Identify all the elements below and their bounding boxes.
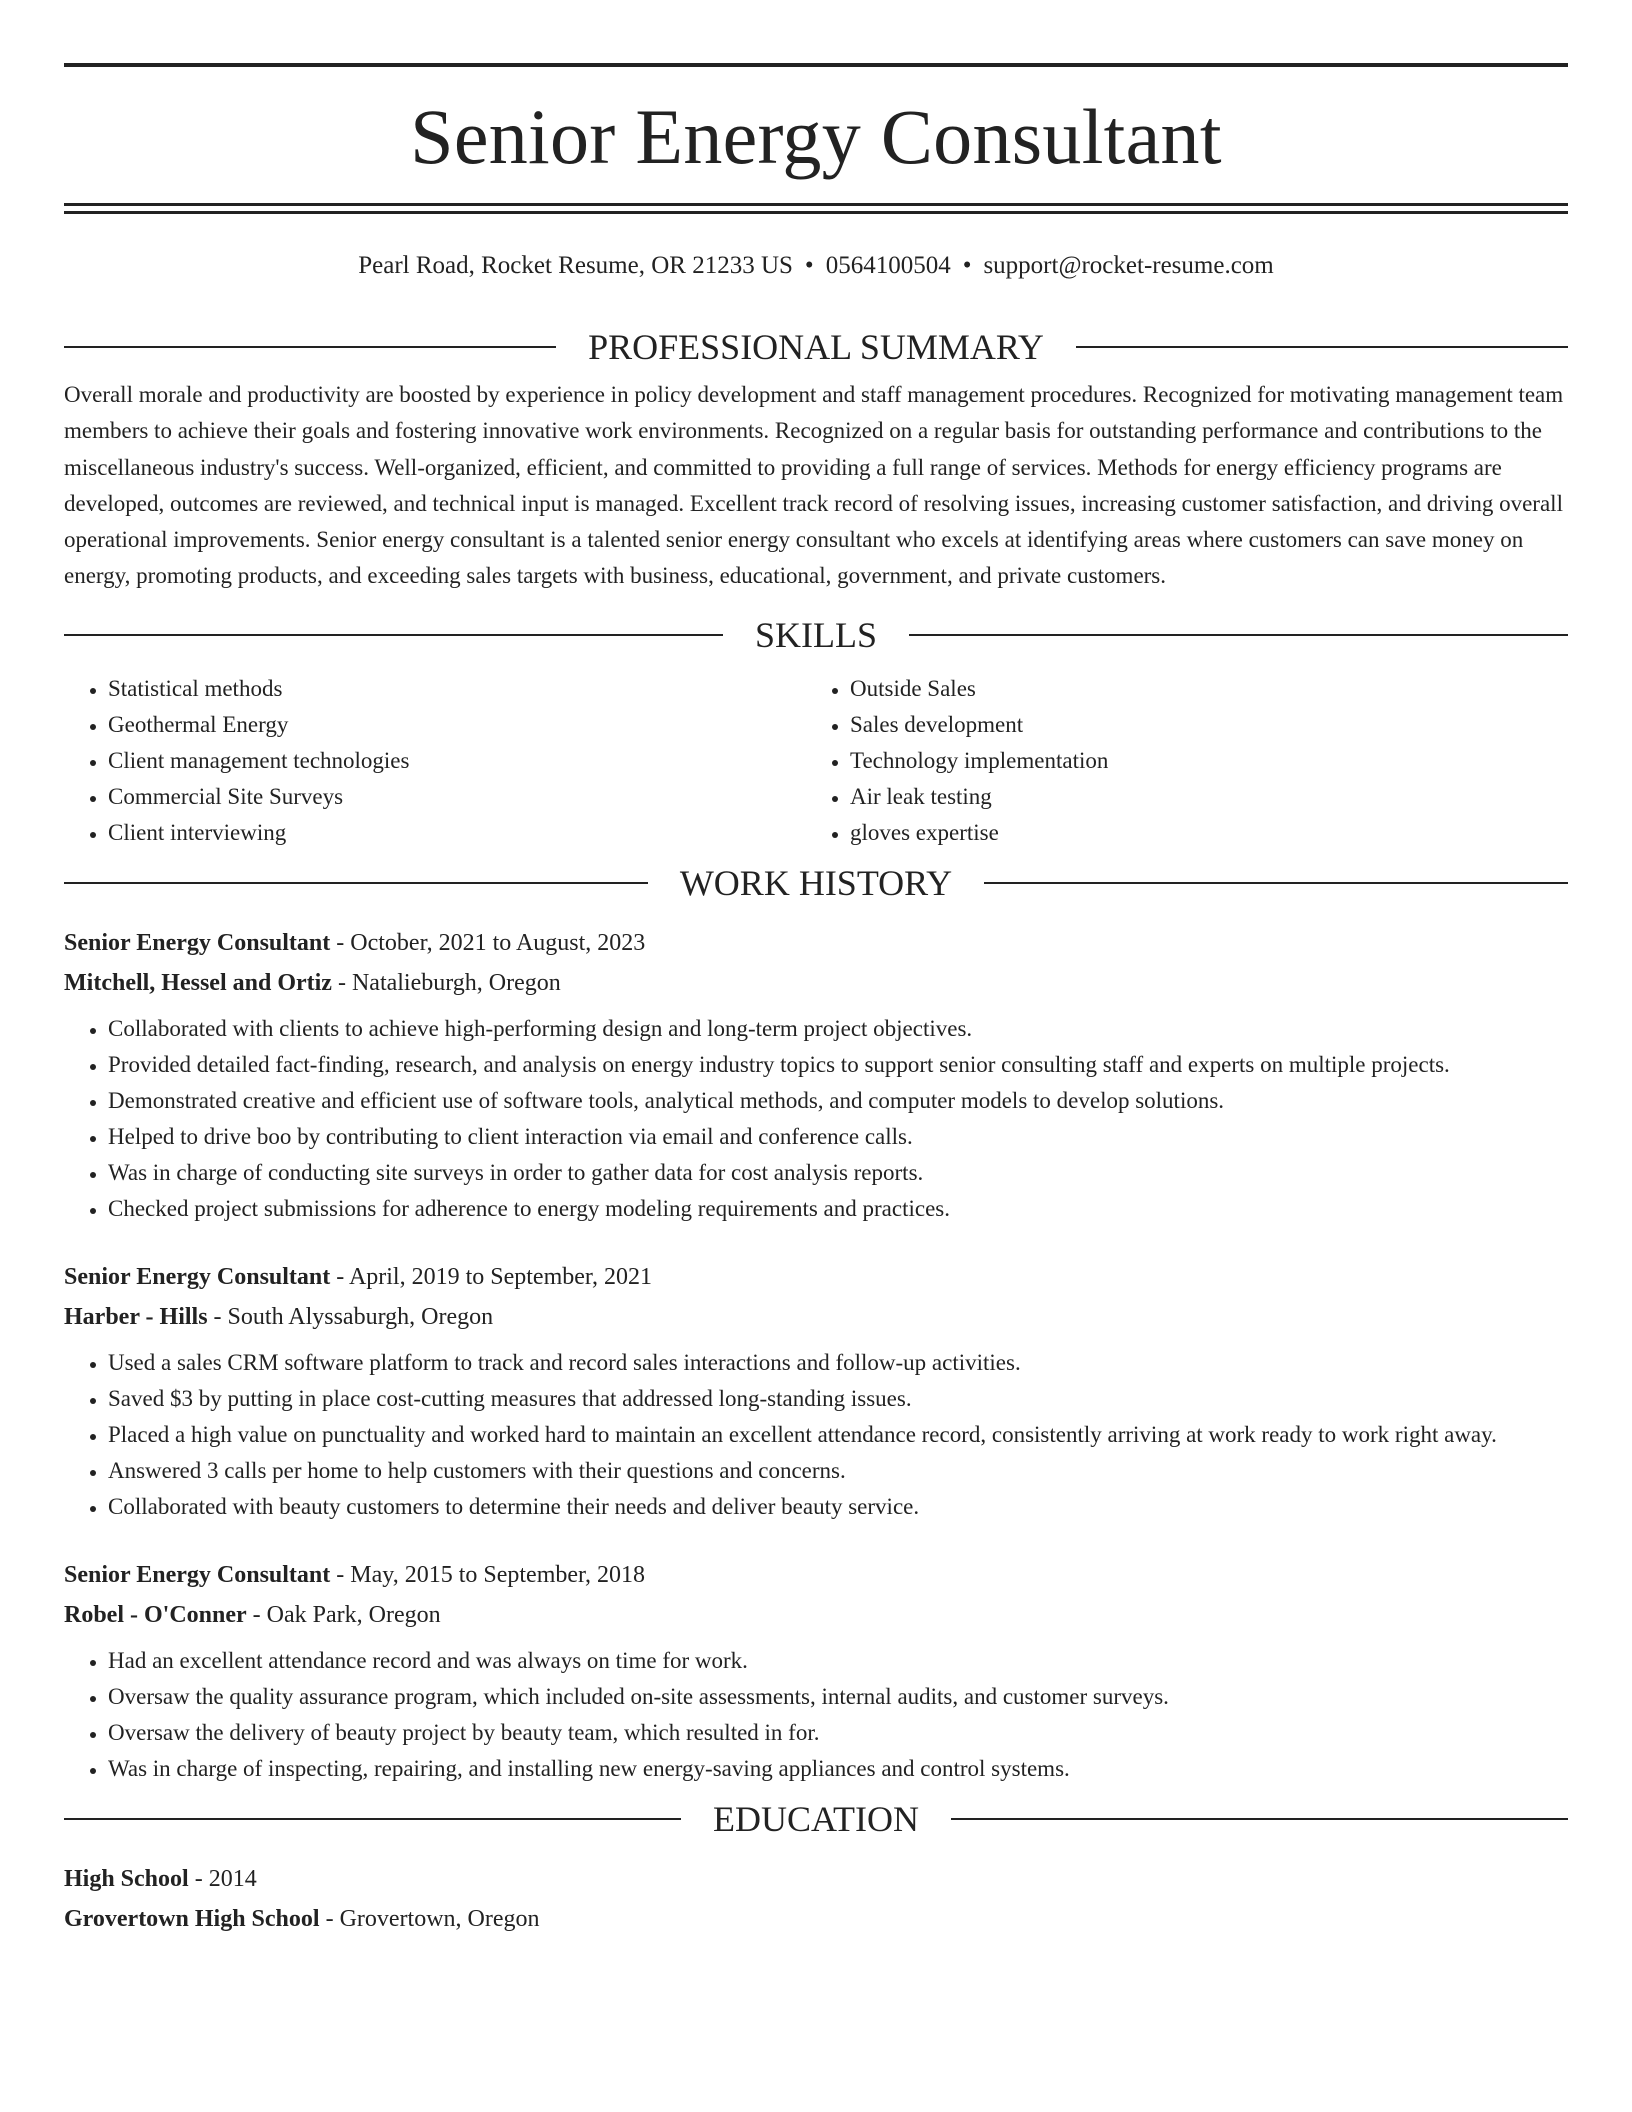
skills-list	[64, 671, 1568, 851]
job-dates: April, 2019 to September, 2021	[348, 1263, 652, 1290]
heading-rule-right	[951, 1818, 1568, 1820]
skill-item: • Outside Sales	[850, 671, 1548, 707]
job-bullet: • Provided detailed fact-finding, research, and analysis on energy industry topics to support senior consulting staff and experts on multiple projects.	[108, 1047, 1568, 1083]
job-bullet: • Collaborated with beauty customers to determine their needs and deliver beauty service.	[108, 1489, 1568, 1525]
work-heading: WORK HISTORY	[679, 862, 953, 903]
job-bullet: • Was in charge of inspecting, repairing, and installing new energy-saving appliances and control systems.	[108, 1751, 1568, 1787]
summary-section-heading	[64, 327, 1568, 367]
skills-column-left	[64, 671, 806, 851]
work-section-heading	[64, 863, 1568, 903]
job-entry	[64, 1555, 1568, 1787]
job-bullet: • Answered 3 calls per home to help customers with their questions and concerns.	[108, 1453, 1568, 1489]
education-location: Grovertown, Oregon	[339, 1905, 540, 1932]
job-bullet: • Had an excellent attendance record and was always on time for work.	[108, 1643, 1568, 1679]
education-school-line: Grovertown High School - Grovertown, Oregon	[64, 1905, 540, 1932]
skill-item: • Client interviewing	[108, 815, 806, 851]
heading-rule-left	[64, 882, 648, 884]
contact-address: Pearl Road, Rocket Resume, OR 21233 US	[358, 252, 793, 279]
job-company: Robel - O'Conner	[64, 1601, 247, 1628]
skill-item: • Sales development	[850, 707, 1548, 743]
job-bullet: • Checked project submissions for adherence to energy modeling requirements and practices.	[108, 1191, 1568, 1227]
job-title-line: Senior Energy Consultant - May, 2015 to September, 2018	[64, 1561, 646, 1588]
job-location: Oak Park, Oregon	[266, 1601, 441, 1628]
education-section-heading	[64, 1799, 1568, 1839]
education-heading: EDUCATION	[713, 1798, 919, 1839]
job-bullet: • Helped to drive boo by contributing to client interaction via email and conference calls.	[108, 1119, 1568, 1155]
job-bullet: • Collaborated with clients to achieve high-performing design and long-term project objectives.	[108, 1011, 1568, 1047]
contact-line	[64, 251, 1568, 281]
education-degree: High School	[64, 1865, 189, 1892]
job-bullet: • Oversaw the quality assurance program, which included on-site assessments, internal audits, and customer surveys.	[108, 1679, 1568, 1715]
skills-column-right	[806, 671, 1548, 851]
job-company-line: Harber - Hills - South Alyssaburgh, Oregon	[64, 1303, 494, 1330]
skill-item: • Statistical methods	[108, 671, 806, 707]
job-title-line: Senior Energy Consultant - April, 2019 to September, 2021	[64, 1263, 652, 1290]
education-year: 2014	[208, 1865, 257, 1892]
job-bullet: • Placed a high value on punctuality and worked hard to maintain an excellent attendance record, consistently arriving at work ready to work right away.	[108, 1417, 1568, 1453]
job-entry	[64, 923, 1568, 1227]
job-title: Senior Energy Consultant	[64, 1561, 331, 1588]
skill-item: • Geothermal Energy	[108, 707, 806, 743]
heading-rule-right	[1076, 346, 1568, 348]
job-bullet: • Demonstrated creative and efficient use of software tools, analytical methods, and computer models to develop solutions.	[108, 1083, 1568, 1119]
job-bullet: • Oversaw the delivery of beauty project by beauty team, which resulted in for.	[108, 1715, 1568, 1751]
job-company: Harber - Hills	[64, 1303, 208, 1330]
job-dates: May, 2015 to September, 2018	[350, 1561, 646, 1588]
job-dates: October, 2021 to August, 2023	[350, 929, 646, 956]
resume-page	[64, 0, 1568, 1939]
resume-title: Senior Energy Consultant	[410, 93, 1222, 180]
job-bullets	[64, 1643, 1568, 1787]
heading-rule-right	[909, 634, 1568, 636]
title-double-rule	[64, 203, 1568, 213]
top-rule	[64, 63, 1568, 67]
job-entry	[64, 1257, 1568, 1525]
job-title: Senior Energy Consultant	[64, 1263, 331, 1290]
job-company-line: Mitchell, Hessel and Ortiz - Natalieburgh, Oregon	[64, 969, 561, 996]
job-location: South Alyssaburgh, Oregon	[227, 1303, 494, 1330]
heading-rule-left	[64, 346, 556, 348]
heading-rule-left	[64, 1818, 681, 1820]
job-bullets	[64, 1011, 1568, 1227]
job-bullet: • Saved $3 by putting in place cost-cutting measures that addressed long-standing issues.	[108, 1381, 1568, 1417]
contact-phone: 0564100504	[825, 252, 951, 279]
contact-separator: •	[962, 252, 972, 279]
skills-section-heading	[64, 615, 1568, 655]
contact-separator: •	[804, 252, 814, 279]
skill-item: • Air leak testing	[850, 779, 1548, 815]
education-school: Grovertown High School	[64, 1905, 320, 1932]
job-title-line: Senior Energy Consultant - October, 2021 to August, 2023	[64, 929, 646, 956]
job-location: Natalieburgh, Oregon	[351, 969, 561, 996]
skills-heading: SKILLS	[755, 614, 878, 655]
skill-item: • Technology implementation	[850, 743, 1548, 779]
job-company: Mitchell, Hessel and Ortiz	[64, 969, 332, 996]
skill-item: • gloves expertise	[850, 815, 1548, 851]
skill-item: • Commercial Site Surveys	[108, 779, 806, 815]
skill-item: • Client management technologies	[108, 743, 806, 779]
heading-rule-left	[64, 634, 723, 636]
heading-rule-right	[984, 882, 1568, 884]
education-degree-line: High School - 2014	[64, 1865, 257, 1892]
job-company-line: Robel - O'Conner - Oak Park, Oregon	[64, 1601, 441, 1628]
job-title: Senior Energy Consultant	[64, 929, 331, 956]
summary-text: Overall morale and productivity are boosted by experience in policy development and staff management procedures. Recognized for motivating management team members to achieve their goals and fostering innovative work environments. Recognized on a regular basis for outstanding performance and contributions to the miscellaneous industry's success. Well-organized, efficient, and committed to providing a full range of services. Methods for energy efficiency programs are developed, outcomes are reviewed, and technical input is managed. Excellent track record of resolving issues, increasing customer satisfaction, and driving overall operational improvements. Senior energy consultant is a talented senior energy consultant who excels at identifying areas where customers can save money on energy, promoting products, and exceeding sales targets with business, educational, government, and private customers.	[64, 382, 1564, 589]
job-bullets	[64, 1345, 1568, 1525]
education-entry	[64, 1859, 1568, 1939]
job-bullet: • Was in charge of conducting site surveys in order to gather data for cost analysis reports.	[108, 1155, 1568, 1191]
job-bullet: • Used a sales CRM software platform to track and record sales interactions and follow-up activities.	[108, 1345, 1568, 1381]
contact-email: support@rocket-resume.com	[983, 252, 1274, 279]
summary-heading: PROFESSIONAL SUMMARY	[588, 327, 1044, 367]
